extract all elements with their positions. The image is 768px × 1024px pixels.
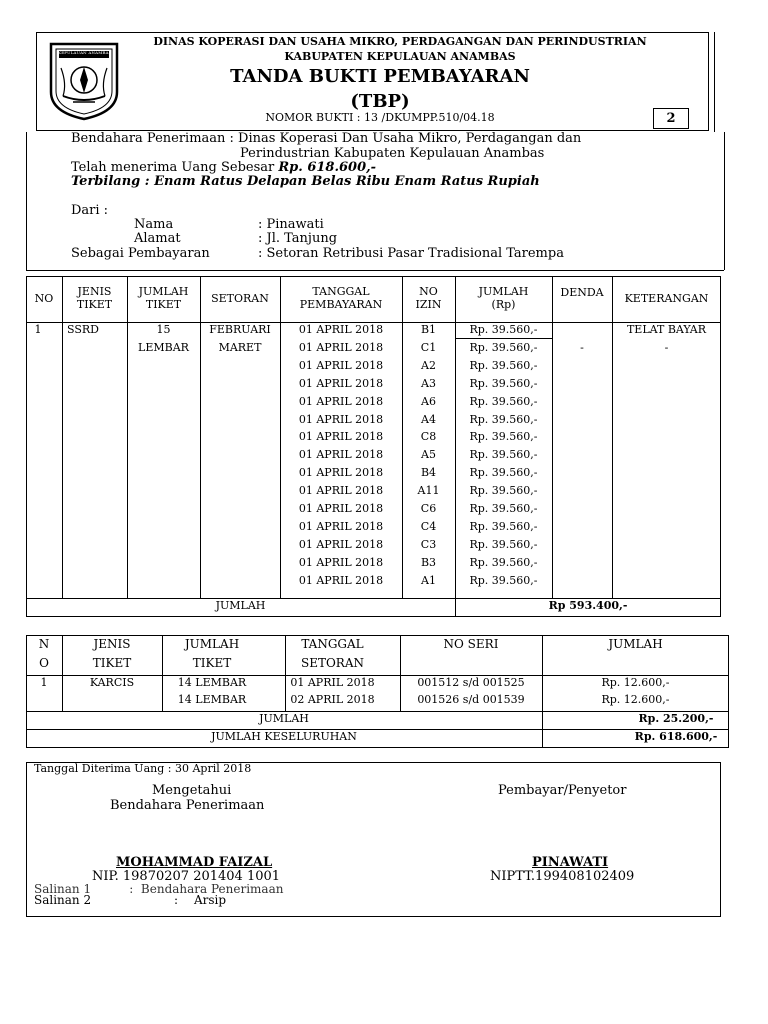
t1-cell-izin: C8	[420, 430, 437, 444]
t1-header-no: NO	[34, 292, 54, 305]
t2-header-seri: NO SERI	[443, 637, 499, 651]
payer-name: PINAWATI	[532, 855, 609, 870]
t1-keterangan-1: TELAT BAYAR	[626, 323, 707, 336]
t2-header-jenis-1: JENIS	[93, 637, 131, 651]
t1-cell-jumlah: Rp. 39.560,-	[469, 484, 538, 498]
t1-cell-jumlah: Rp. 39.560,-	[469, 573, 538, 587]
t1-setoran-1: FEBRUARI	[209, 323, 271, 336]
info-right-rule	[724, 132, 725, 270]
t1-cell-izin: C1	[420, 340, 437, 354]
logo-caption: KEPULAUAN ANAMBAS	[58, 50, 112, 55]
t1-cell-jumlah: Rp. 39.560,-	[469, 358, 538, 372]
t2-cell-jumlah: Rp. 12.600,-	[601, 676, 670, 689]
page-number-box: 2	[653, 108, 689, 129]
t1-cell-tanggal: 01 APRIL 2018	[298, 555, 384, 569]
t2-cell-seri: 001512 s/d 001525	[417, 676, 525, 689]
copy-1: Salinan 1 : Bendahara Penerimaan	[34, 882, 284, 896]
t2-grand-total-value: Rp. 618.600,-	[634, 730, 718, 743]
treasurer-line-1: Bendahara Penerimaan : Dinas Koperasi Dan Usaha Mikro, Perdagangan dan	[71, 131, 582, 146]
t1-cell-izin: C3	[420, 537, 437, 551]
treasurer-name: MOHAMMAD FAIZAL	[116, 855, 273, 870]
t1-cell-tanggal: 01 APRIL 2018	[298, 412, 384, 426]
treasurer-nip: NIP. 19870207 201404 1001	[92, 869, 281, 884]
t1-header-jenis-1: JENIS	[77, 285, 112, 298]
t1-no: 1	[34, 323, 42, 336]
t2-cell-seri: 001526 s/d 001539	[417, 693, 525, 706]
t1-cell-izin: A4	[421, 412, 436, 426]
t1-cell-jumlah: Rp. 39.560,-	[469, 340, 538, 354]
t1-header-denda: DENDA	[560, 286, 604, 299]
t1-cell-jumlah: Rp. 39.560,-	[469, 412, 538, 426]
t1-header-rp-1: JUMLAH	[478, 285, 529, 298]
t2-cell-tiket: 14 LEMBAR	[177, 676, 247, 689]
amount-in-words: Terbilang : Enam Ratus Delapan Belas Ribu Enam Ratus Rupiah	[71, 174, 540, 189]
t1-cell-izin: C4	[420, 519, 437, 533]
t1-cell-jumlah: Rp. 39.560,-	[469, 519, 538, 533]
t1-cell-tanggal: 01 APRIL 2018	[298, 323, 384, 336]
address-value: : Jl. Tanjung	[258, 231, 338, 246]
t1-header-jumlah-1: JUMLAH	[138, 285, 189, 298]
treasurer-title: Bendahara Penerimaan	[110, 798, 265, 813]
t1-cell-izin: B3	[420, 555, 437, 569]
payment-purpose-value: : Setoran Retribusi Pasar Tradisional Tarempa	[258, 246, 564, 261]
payer-title: Pembayar/Penyetor	[498, 783, 627, 798]
payer-nip: NIPTT.199408102409	[490, 869, 635, 884]
t1-header-izin-2: IZIN	[415, 298, 442, 311]
copy-2-label: Salinan 2	[34, 893, 92, 907]
received-prefix: Telah menerima Uang Sebesar	[71, 160, 275, 175]
t1-denda-2: -	[580, 341, 584, 354]
t1-cell-izin: A6	[421, 394, 436, 408]
t1-header-setoran: SETORAN	[211, 292, 269, 305]
t2-subtotal-value: Rp. 25.200,-	[638, 712, 714, 725]
t1-cell-jumlah: Rp. 39.560,-	[469, 555, 538, 569]
t1-cell-tanggal: 01 APRIL 2018	[298, 430, 384, 444]
info-left-rule	[26, 132, 27, 270]
t1-cell-tanggal: 01 APRIL 2018	[298, 537, 384, 551]
t1-header-jenis-2: TIKET	[76, 298, 113, 311]
name-value: : Pinawati	[258, 217, 324, 232]
address-label: Alamat	[134, 231, 181, 246]
t1-cell-jumlah: Rp. 39.560,-	[469, 502, 538, 515]
t1-jumlah-tiket-1: 15	[156, 323, 171, 336]
t2-subtotal-label: JUMLAH	[259, 712, 309, 725]
date-received: Tanggal Diterima Uang : 30 April 2018	[34, 762, 252, 775]
t1-cell-jumlah: Rp. 39.560,-	[469, 430, 538, 444]
t1-cell-tanggal: 01 APRIL 2018	[298, 358, 384, 372]
t1-cell-jumlah: Rp. 39.560,-	[469, 323, 538, 336]
t2-grand-total-label: JUMLAH KESELURUHAN	[211, 730, 357, 743]
t1-cell-izin: A2	[421, 358, 436, 372]
t1-total-label: JUMLAH	[215, 599, 266, 612]
t1-setoran-2: MARET	[218, 341, 262, 354]
t2-header-no-2: O	[39, 656, 49, 670]
header-right-rule	[714, 32, 715, 132]
t2-cell-tanggal: 02 APRIL 2018	[290, 693, 375, 706]
t1-cell-tanggal: 01 APRIL 2018	[298, 394, 384, 408]
t2-cell-tiket: 14 LEMBAR	[177, 693, 247, 706]
payment-purpose-label: Sebagai Pembayaran	[71, 246, 210, 261]
t1-cell-izin: A11	[417, 484, 440, 498]
t1-cell-tanggal: 01 APRIL 2018	[298, 573, 384, 587]
t2-no: 1	[40, 676, 48, 689]
t1-header-izin-1: NO	[419, 285, 438, 298]
agency-name: DINAS KOPERASI DAN USAHA MIKRO, PERDAGANGAN DAN PERINDUSTRIAN	[153, 35, 647, 48]
t1-cell-tanggal: 01 APRIL 2018	[298, 519, 384, 533]
t1-cell-jumlah: Rp. 39.560,-	[469, 466, 538, 480]
t2-header-jumlah-1: JUMLAH	[184, 637, 240, 651]
t1-jenis: SSRD	[67, 323, 99, 336]
t2-header-jenis-2: TIKET	[92, 656, 132, 670]
acknowledged-label: Mengetahui	[152, 783, 232, 798]
t1-cell-izin: C6	[420, 502, 437, 515]
receipt-number: NOMOR BUKTI : 13 /DKUMPP.510/04.18	[265, 111, 495, 124]
t1-cell-izin: B4	[420, 466, 437, 480]
table1-col-rule	[552, 276, 553, 598]
t2-header-no-1: N	[38, 637, 50, 651]
t1-cell-izin: A1	[421, 573, 436, 587]
t1-jumlah-tiket-2: LEMBAR	[138, 341, 189, 354]
t1-header-keterangan: KETERANGAN	[624, 292, 709, 305]
t1-keterangan-2: -	[664, 341, 669, 354]
table1-top-rule	[26, 270, 724, 271]
t1-cell-tanggal: 01 APRIL 2018	[298, 466, 384, 480]
t2-jenis: KARCIS	[89, 676, 135, 689]
received-amount-line	[71, 160, 376, 175]
name-label: Nama	[134, 217, 174, 232]
t2-cell-jumlah: Rp. 12.600,-	[601, 693, 670, 706]
document-abbrev: (TBP)	[350, 91, 410, 112]
t1-cell-jumlah: Rp. 39.560,-	[469, 448, 538, 462]
from-label: Dari :	[71, 203, 109, 218]
t1-cell-jumlah: Rp. 39.560,-	[469, 376, 538, 390]
t1-cell-tanggal: 01 APRIL 2018	[298, 448, 384, 462]
table1-row1-rule	[455, 338, 552, 339]
t1-cell-tanggal: 01 APRIL 2018	[298, 484, 384, 498]
t2-header-tanggal-1: TANGGAL	[301, 637, 364, 651]
t1-cell-izin: B1	[420, 323, 437, 336]
t1-header-rp-2: (Rp)	[491, 298, 516, 311]
regency-name: KABUPATEN KEPULAUAN ANAMBAS	[284, 50, 516, 63]
copy-2-colon: :	[174, 893, 179, 907]
t1-total-value: Rp 593.400,-	[548, 599, 628, 612]
copy-2-value: Arsip	[194, 893, 227, 907]
t2-header-tanggal-2: SETORAN	[300, 656, 365, 670]
t1-cell-jumlah: Rp. 39.560,-	[469, 537, 538, 551]
t1-cell-jumlah: Rp. 39.560,-	[469, 394, 538, 408]
t1-header-tanggal-1: TANGGAL	[312, 285, 370, 298]
t2-cell-tanggal: 01 APRIL 2018	[290, 676, 375, 689]
t1-cell-tanggal: 01 APRIL 2018	[298, 502, 384, 515]
t1-cell-tanggal: 01 APRIL 2018	[298, 376, 384, 390]
t2-header-jumlah-2: TIKET	[192, 656, 232, 670]
treasurer-line-2: Perindustrian Kabupaten Kepulauan Anambas	[240, 146, 545, 161]
t1-header-jumlah-2: TIKET	[145, 298, 182, 311]
t1-cell-izin: A5	[421, 448, 436, 462]
t1-cell-izin: A3	[421, 376, 436, 390]
t1-header-tanggal-2: PEMBAYARAN	[299, 298, 383, 311]
document-title: TANDA BUKTI PEMBAYARAN	[230, 66, 530, 87]
t2-header-jumlah: JUMLAH	[608, 637, 663, 651]
t1-cell-tanggal: 01 APRIL 2018	[298, 340, 384, 354]
received-amount: Rp. 618.600,-	[278, 160, 377, 175]
